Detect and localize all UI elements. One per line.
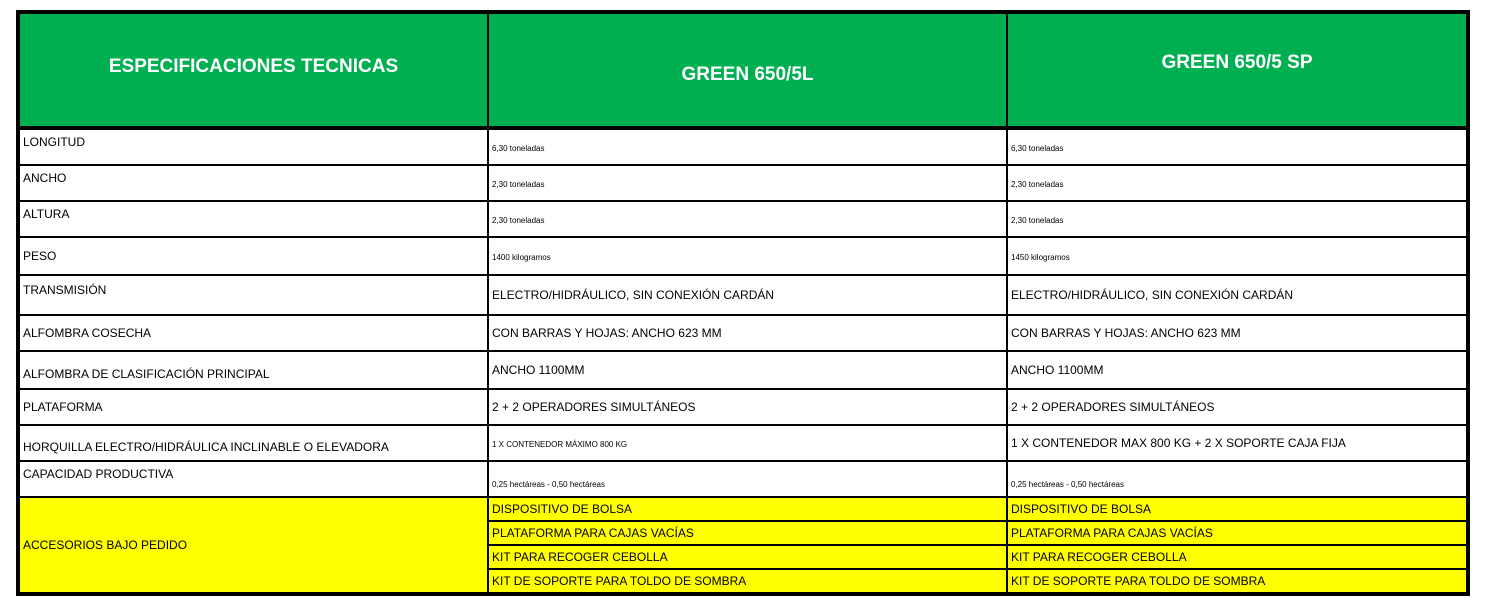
- row-label: HORQUILLA ELECTRO/HIDRÁULICA INCLINABLE O ELEVADORA: [18, 425, 488, 461]
- row-label: ALTURA: [18, 201, 488, 237]
- model-2-value: ANCHO 1100MM: [1007, 351, 1468, 389]
- table-row: [18, 237, 1468, 275]
- accessory-item: PLATAFORMA PARA CAJAS VACÍAS: [488, 521, 1007, 545]
- table-row: [18, 315, 1468, 351]
- header-row: [18, 12, 1468, 128]
- accessory-item: DISPOSITIVO DE BOLSA: [1007, 497, 1468, 521]
- accessory-item: KIT DE SOPORTE PARA TOLDO DE SOMBRA: [1007, 569, 1468, 594]
- model-1-value: 2 + 2 OPERADORES SIMULTÁNEOS: [488, 389, 1007, 425]
- row-label: ALFOMBRA DE CLASIFICACIÓN PRINCIPAL: [18, 351, 488, 389]
- model-2-value: 2,30 toneladas: [1007, 201, 1468, 237]
- model-1-value: 1 X CONTENEDOR MÁXIMO 800 KG: [488, 425, 1007, 461]
- model-1-value: 2,30 toneladas: [488, 165, 1007, 201]
- accessory-item: DISPOSITIVO DE BOLSA: [488, 497, 1007, 521]
- row-label: PLATAFORMA: [18, 389, 488, 425]
- spec-title: ESPECIFICACIONES TECNICAS: [18, 12, 488, 128]
- table-row: [18, 201, 1468, 237]
- row-label: ANCHO: [18, 165, 488, 201]
- spec-table: [16, 10, 1470, 596]
- model-1-value: ELECTRO/HIDRÁULICO, SIN CONEXIÓN CARDÁN: [488, 275, 1007, 315]
- model-2-value: 2 + 2 OPERADORES SIMULTÁNEOS: [1007, 389, 1468, 425]
- table-row: [18, 425, 1468, 461]
- model-2-value: 1 X CONTENEDOR MAX 800 KG + 2 X SOPORTE CAJA FIJA: [1007, 425, 1468, 461]
- spec-sheet: [16, 10, 1470, 596]
- model-2-value: 1450 kilogramos: [1007, 237, 1468, 275]
- accessories-label: ACCESORIOS BAJO PEDIDO: [18, 497, 488, 594]
- table-row: [18, 275, 1468, 315]
- model-2-title: GREEN 650/5 SP: [1007, 12, 1468, 128]
- table-row: [18, 165, 1468, 201]
- model-2-value: ELECTRO/HIDRÁULICO, SIN CONEXIÓN CARDÁN: [1007, 275, 1468, 315]
- table-row: [18, 128, 1468, 165]
- accessory-item: KIT PARA RECOGER CEBOLLA: [1007, 545, 1468, 569]
- model-1-value: CON BARRAS Y HOJAS: ANCHO 623 MM: [488, 315, 1007, 351]
- row-label: PESO: [18, 237, 488, 275]
- table-row: [18, 461, 1468, 497]
- model-1-value: 1400 kilogramos: [488, 237, 1007, 275]
- model-2-value: CON BARRAS Y HOJAS: ANCHO 623 MM: [1007, 315, 1468, 351]
- accessory-row: [18, 497, 1468, 521]
- row-label: ALFOMBRA COSECHA: [18, 315, 488, 351]
- model-1-value: ANCHO 1100MM: [488, 351, 1007, 389]
- model-2-value: 2,30 toneladas: [1007, 165, 1468, 201]
- model-1-title: GREEN 650/5L: [488, 12, 1007, 128]
- table-row: [18, 351, 1468, 389]
- accessory-item: PLATAFORMA PARA CAJAS VACÍAS: [1007, 521, 1468, 545]
- row-label: LONGITUD: [18, 128, 488, 165]
- row-label: CAPACIDAD PRODUCTIVA: [18, 461, 488, 497]
- accessory-item: KIT PARA RECOGER CEBOLLA: [488, 545, 1007, 569]
- model-1-value: 2,30 toneladas: [488, 201, 1007, 237]
- model-1-value: 6,30 toneladas: [488, 128, 1007, 165]
- accessory-item: KIT DE SOPORTE PARA TOLDO DE SOMBRA: [488, 569, 1007, 594]
- row-label: TRANSMISIÓN: [18, 275, 488, 315]
- model-2-value: 0,25 hectáreas - 0,50 hectáreas: [1007, 461, 1468, 497]
- model-2-value: 6,30 toneladas: [1007, 128, 1468, 165]
- table-row: [18, 389, 1468, 425]
- model-1-value: 0,25 hectáreas - 0,50 hectáreas: [488, 461, 1007, 497]
